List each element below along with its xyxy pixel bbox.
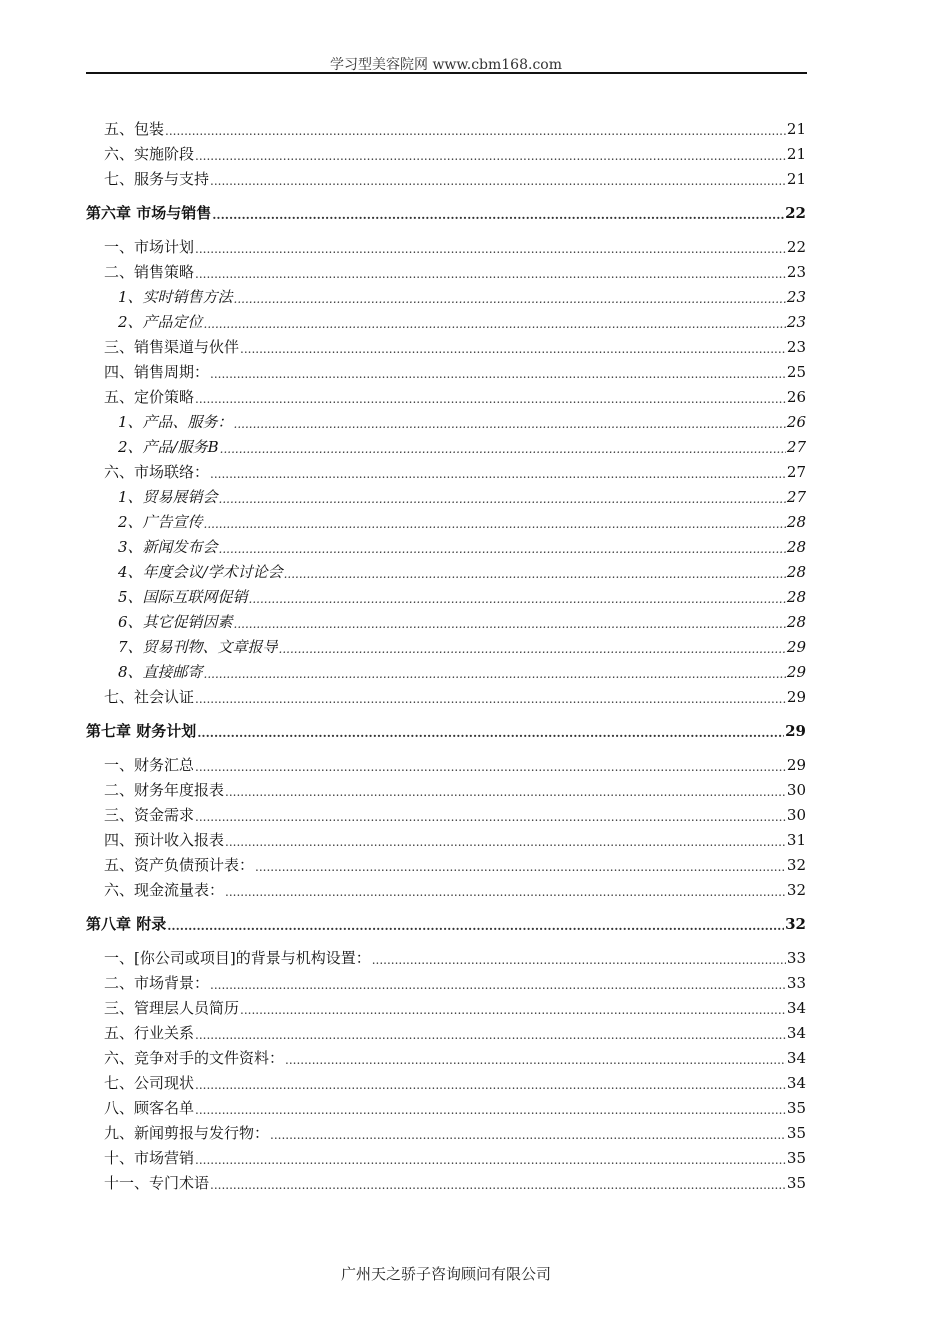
toc-entry[interactable]: [104, 359, 806, 381]
dot-leader: [197, 726, 784, 740]
toc-entry-page-number: 32: [785, 915, 806, 933]
toc-entry-page-number: 28: [786, 513, 806, 531]
toc-entry-page-number: 28: [786, 563, 806, 581]
toc-entry-label: 五、定价策略: [104, 388, 195, 406]
toc-entry-label: 四、预计收入报表: [104, 831, 225, 849]
dot-leader: [195, 810, 786, 824]
toc-entry-label: 3、新闻发布会: [118, 538, 218, 556]
toc-entry-page-number: 23: [786, 313, 806, 331]
toc-entry-label: 2、广告宣传: [118, 513, 203, 531]
dot-leader: [212, 208, 784, 222]
toc-entry[interactable]: [118, 409, 806, 431]
toc-entry-page-number: 35: [786, 1149, 806, 1167]
toc-entry-page-number: 25: [786, 363, 806, 381]
toc-entry-page-number: 28: [786, 588, 806, 606]
toc-entry[interactable]: [104, 877, 806, 899]
toc-entry[interactable]: [104, 1145, 806, 1167]
dot-leader: [270, 1128, 786, 1142]
toc-entry-label: 一、财务汇总: [104, 756, 195, 774]
toc-entry[interactable]: [104, 1170, 806, 1192]
dot-leader: [279, 642, 786, 656]
dot-leader: [210, 978, 786, 992]
toc-entry[interactable]: [104, 116, 806, 138]
toc-entry-label: 1、贸易展销会: [118, 488, 218, 506]
toc-entry-page-number: 22: [786, 238, 806, 256]
toc-entry-label: 六、市场联络：: [104, 463, 210, 481]
toc-entry[interactable]: [104, 1045, 806, 1067]
toc-entry-label: 四、销售周期：: [104, 363, 210, 381]
toc-entry[interactable]: [104, 852, 806, 874]
toc-entry[interactable]: [104, 945, 806, 967]
toc-entry[interactable]: [104, 995, 806, 1017]
toc-entry[interactable]: [104, 827, 806, 849]
toc-entry-label: 三、销售渠道与伙伴: [104, 338, 240, 356]
toc-entry-page-number: 33: [786, 974, 806, 992]
toc-entry[interactable]: [118, 559, 806, 581]
toc-entry-label: 七、社会认证: [104, 688, 195, 706]
toc-entry-label: 二、销售策略: [104, 263, 195, 281]
toc-entry-page-number: 33: [786, 949, 806, 967]
dot-leader: [234, 417, 786, 431]
toc-entry-label: 8、直接邮寄: [118, 663, 203, 681]
toc-entry-page-number: 29: [786, 688, 806, 706]
toc-entry[interactable]: [104, 459, 806, 481]
toc-entry-page-number: 26: [786, 388, 806, 406]
toc-entry-page-number: 27: [786, 488, 806, 506]
toc-entry-page-number: 21: [786, 120, 806, 138]
toc-entry-label: 三、资金需求: [104, 806, 195, 824]
toc-entry[interactable]: [118, 484, 806, 506]
header-divider: [86, 72, 807, 74]
toc-entry-page-number: 35: [786, 1124, 806, 1142]
dot-leader: [165, 124, 786, 138]
toc-entry-page-number: 31: [786, 831, 806, 849]
toc-entry-label: 1、实时销售方法: [118, 288, 233, 306]
toc-entry-label: 十、市场营销: [104, 1149, 195, 1167]
toc-entry[interactable]: [104, 259, 806, 281]
dot-leader: [240, 342, 786, 356]
dot-leader: [195, 1078, 786, 1092]
toc-entry[interactable]: [118, 434, 806, 456]
dot-leader: [195, 692, 786, 706]
toc-entry-page-number: 32: [786, 881, 806, 899]
toc-entry-page-number: 34: [786, 999, 806, 1017]
toc-entry-page-number: 29: [785, 722, 806, 740]
toc-entry-page-number: 35: [786, 1099, 806, 1117]
dot-leader: [225, 885, 786, 899]
toc-entry-page-number: 34: [786, 1074, 806, 1092]
toc-entry-label: 九、新闻剪报与发行物：: [104, 1124, 270, 1142]
toc-entry-label: 一、[你公司或项目]的背景与机构设置：: [104, 949, 371, 967]
toc-entry-page-number: 32: [786, 856, 806, 874]
dot-leader: [167, 919, 784, 933]
toc-entry-label: 七、公司现状: [104, 1074, 195, 1092]
toc-entry[interactable]: [118, 609, 806, 631]
toc-entry[interactable]: [104, 384, 806, 406]
toc-entry-label: 五、包装: [104, 120, 165, 138]
dot-leader: [255, 860, 786, 874]
dot-leader: [219, 492, 786, 506]
toc-entry-label: 2、产品定位: [118, 313, 203, 331]
toc-entry-label: 1、产品、服务：: [118, 413, 233, 431]
toc-entry-label: 十一、专门术语: [104, 1174, 210, 1192]
toc-entry-label: 七、服务与支持: [104, 170, 210, 188]
toc-entry-page-number: 29: [786, 638, 806, 656]
toc-entry-label: 六、现金流量表：: [104, 881, 225, 899]
toc-entry[interactable]: [118, 659, 806, 681]
dot-leader: [195, 1103, 786, 1117]
toc-entry-page-number: 27: [786, 438, 806, 456]
toc-entry-label: 2、产品/服务B: [118, 438, 219, 456]
dot-leader: [195, 267, 786, 281]
toc-entry-page-number: 35: [786, 1174, 806, 1192]
toc-entry[interactable]: [104, 1120, 806, 1142]
toc-entry-page-number: 28: [786, 613, 806, 631]
toc-entry[interactable]: [118, 509, 806, 531]
dot-leader: [195, 760, 786, 774]
dot-leader: [204, 317, 786, 331]
dot-leader: [195, 1153, 786, 1167]
dot-leader: [204, 667, 786, 681]
toc-entry-page-number: 23: [786, 338, 806, 356]
toc-entry[interactable]: [118, 634, 806, 656]
toc-entry-label: 6、其它促销因素: [118, 613, 233, 631]
toc-entry-label: 二、财务年度报表: [104, 781, 225, 799]
dot-leader: [240, 1003, 786, 1017]
dot-leader: [210, 367, 786, 381]
toc-entry-page-number: 26: [786, 413, 806, 431]
dot-leader: [284, 567, 786, 581]
toc-entry-page-number: 27: [786, 463, 806, 481]
toc-entry-label: 7、贸易刊物、文章报导: [118, 638, 278, 656]
toc-entry-page-number: 29: [786, 756, 806, 774]
toc-entry-page-number: 23: [786, 288, 806, 306]
toc-entry-label: 六、实施阶段: [104, 145, 195, 163]
toc-entry-label: 第六章 市场与销售: [86, 204, 212, 222]
dot-leader: [234, 292, 786, 306]
dot-leader: [195, 149, 786, 163]
toc-entry[interactable]: [104, 166, 806, 188]
dot-leader: [219, 542, 786, 556]
toc-entry[interactable]: [104, 234, 806, 256]
toc-chapter-entry[interactable]: [86, 200, 806, 222]
toc-entry-label: 二、市场背景：: [104, 974, 210, 992]
toc-entry[interactable]: [104, 1070, 806, 1092]
toc-entry-page-number: 30: [786, 806, 806, 824]
toc-entry[interactable]: [104, 802, 806, 824]
toc-entry[interactable]: [118, 284, 806, 306]
toc-entry[interactable]: [104, 334, 806, 356]
toc-chapter-entry[interactable]: [86, 718, 806, 740]
toc-entry-page-number: 30: [786, 781, 806, 799]
toc-entry[interactable]: [104, 777, 806, 799]
toc-entry-label: 第八章 附录: [86, 915, 167, 933]
toc-entry[interactable]: [104, 684, 806, 706]
toc-entry-page-number: 34: [786, 1024, 806, 1042]
dot-leader: [225, 835, 786, 849]
toc-entry[interactable]: [104, 1095, 806, 1117]
toc-entry-label: 5、国际互联网促销: [118, 588, 248, 606]
dot-leader: [225, 785, 786, 799]
toc-entry-label: 三、管理层人员简历: [104, 999, 240, 1017]
toc-entry[interactable]: [104, 970, 806, 992]
toc-entry-page-number: 21: [786, 170, 806, 188]
toc-entry[interactable]: [118, 584, 806, 606]
toc-entry-label: 4、年度会议/学术讨论会: [118, 563, 283, 581]
dot-leader: [210, 174, 786, 188]
page-footer: 广州天之骄子咨询顾问有限公司: [340, 1265, 551, 1283]
toc-entry-page-number: 23: [786, 263, 806, 281]
toc-entry[interactable]: [104, 1020, 806, 1042]
toc-entry-label: 八、顾客名单: [104, 1099, 195, 1117]
toc-entry[interactable]: [104, 752, 806, 774]
dot-leader: [195, 392, 786, 406]
dot-leader: [220, 442, 786, 456]
dot-leader: [210, 467, 786, 481]
dot-leader: [195, 1028, 786, 1042]
toc-entry-page-number: 28: [786, 538, 806, 556]
dot-leader: [210, 1178, 786, 1192]
toc-entry[interactable]: [118, 309, 806, 331]
dot-leader: [285, 1053, 786, 1067]
toc-chapter-entry[interactable]: [86, 911, 806, 933]
toc-entry-page-number: 34: [786, 1049, 806, 1067]
toc-entry-label: 五、资产负债预计表：: [104, 856, 255, 874]
toc-entry-page-number: 22: [785, 204, 806, 222]
dot-leader: [249, 592, 786, 606]
toc-entry-label: 一、市场计划: [104, 238, 195, 256]
toc-entry-page-number: 29: [786, 663, 806, 681]
page-header: 学习型美容院网 www.cbm168.com: [330, 57, 562, 73]
toc-entry-label: 五、行业关系: [104, 1024, 195, 1042]
toc-entry-label: 六、竞争对手的文件资料：: [104, 1049, 285, 1067]
dot-leader: [234, 617, 786, 631]
dot-leader: [195, 242, 786, 256]
toc-entry-label: 第七章 财务计划: [86, 722, 197, 740]
toc-entry-page-number: 21: [786, 145, 806, 163]
toc-entry[interactable]: [104, 141, 806, 163]
dot-leader: [204, 517, 786, 531]
dot-leader: [372, 953, 786, 967]
toc-entry[interactable]: [118, 534, 806, 556]
